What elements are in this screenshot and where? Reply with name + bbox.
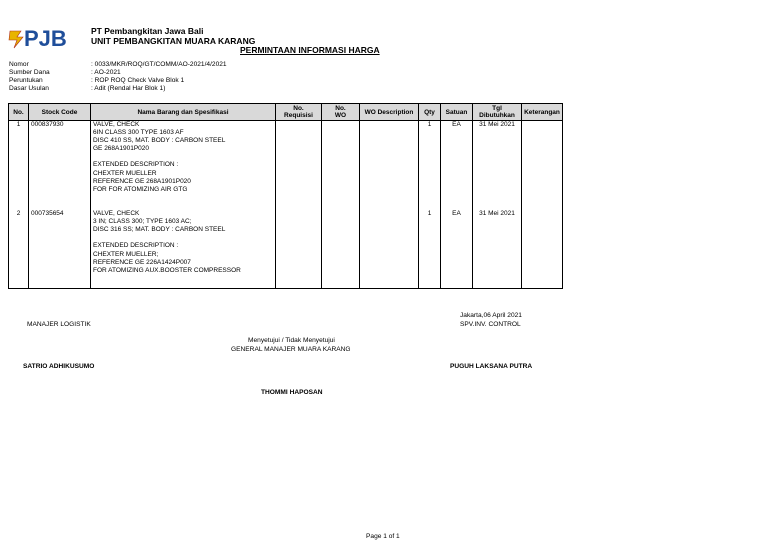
description-line: FOR FOR ATOMIZING AIR GTG	[93, 185, 188, 193]
logo-text: PJB	[24, 26, 67, 49]
description-line: EXTENDED DESCRIPTION :	[93, 242, 179, 250]
description-line: VALVE, CHECK	[93, 210, 140, 218]
cell-no-requisisi	[276, 210, 322, 275]
meta-row-sumber-dana	[9, 69, 227, 77]
company-name: PT Pembangkitan Jawa Bali	[91, 26, 204, 36]
cell-empty	[441, 275, 473, 289]
cell-no: 2	[9, 210, 29, 275]
meta-row-peruntukan	[9, 77, 227, 85]
cell-no-requisisi	[276, 121, 322, 211]
description-line	[93, 194, 273, 202]
cell-no-wo	[322, 210, 360, 275]
left-signer-name: SATRIO ADHIKUSUMO	[23, 363, 95, 370]
items-table	[8, 103, 563, 289]
cell-empty	[276, 275, 322, 289]
cell-keterangan	[522, 121, 563, 211]
col-nama-barang: Nama Barang dan Spesifikasi	[91, 104, 276, 121]
cell-empty	[29, 275, 91, 289]
cell-keterangan	[522, 210, 563, 275]
approval-label: Menyetujui / Tidak Menyetujui	[248, 337, 335, 344]
cell-stock-code: 000735654	[29, 210, 91, 275]
col-no-requisisi	[276, 104, 322, 121]
cell-wo-description	[360, 210, 419, 275]
left-signer-title: MANAJER LOGISTIK	[27, 321, 91, 328]
col-wo-description: WO Description	[360, 104, 419, 121]
cell-tgl: 31 Mei 2021	[473, 210, 522, 275]
description-line	[93, 153, 273, 161]
col-tgl-dibutuhkan	[473, 104, 522, 121]
meta-label: Sumber Dana	[9, 69, 50, 76]
description-line: FOR ATOMIZING AUX.BOOSTER COMPRESSOR	[93, 266, 241, 274]
cell-description	[91, 210, 276, 275]
description-line: REFERENCE GE 268A1901P020	[93, 177, 191, 185]
cell-satuan: EA	[441, 121, 473, 211]
meta-label: Nomor	[9, 61, 29, 68]
col-no-wo	[322, 104, 360, 121]
col-label: Requisisi	[284, 112, 313, 119]
description-line: CHEXTER MUELLER;	[93, 250, 159, 258]
col-stock-code: Stock Code	[29, 104, 91, 121]
approval-title: GENERAL MANAJER MUARA KARANG	[231, 346, 351, 353]
cell-description	[91, 121, 276, 211]
col-label: WO	[334, 112, 347, 119]
company-unit: UNIT PEMBANGKITAN MUARA KARANG	[91, 36, 256, 46]
table-end-row	[9, 275, 563, 289]
meta-row-nomor	[9, 61, 227, 69]
meta-value: : 0033/MKR/ROQ/GT/COMM/AO-2021/4/2021	[91, 61, 227, 68]
cell-no-wo	[322, 121, 360, 211]
cell-satuan: EA	[441, 210, 473, 275]
cell-empty	[419, 275, 441, 289]
cell-qty: 1	[419, 210, 441, 275]
meta-value: : Adit (Rendal Har Blok 1)	[91, 85, 166, 92]
description-line: CHEXTER MUELLER	[93, 169, 157, 177]
cell-no: 1	[9, 121, 29, 211]
page-number: Page 1 of 1	[366, 533, 400, 540]
approval-signer-name: THOMMI HAPOSAN	[261, 389, 323, 396]
description-line: DISC 316 SS; MAT. BODY : CARBON STEEL	[93, 226, 226, 234]
meta-label: Peruntukan	[9, 77, 43, 84]
right-signer-title: SPV.INV. CONTROL	[460, 321, 521, 328]
description-line	[93, 234, 273, 242]
col-label: No.	[293, 105, 304, 112]
meta-label: Dasar Usulan	[9, 85, 49, 92]
cell-qty: 1	[419, 121, 441, 211]
place-date: Jakarta,06 April 2021	[460, 312, 522, 319]
table-header-row	[9, 104, 563, 121]
col-label: No.	[335, 105, 346, 112]
cell-empty	[9, 275, 29, 289]
col-label: Dibutuhkan	[479, 112, 515, 119]
description-spacer	[93, 202, 273, 210]
description-line: DISC 410 SS, MAT. BODY : CARBON STEEL	[93, 137, 226, 145]
description-line: GE 268A1901P020	[93, 145, 150, 153]
company-logo	[7, 25, 72, 49]
meta-row-dasar-usulan	[9, 85, 227, 93]
document-meta	[9, 61, 227, 93]
col-qty: Qty	[419, 104, 441, 121]
cell-empty	[473, 275, 522, 289]
description-line: REFERENCE GE 226A1424P007	[93, 258, 191, 266]
description-line: VALVE, CHECK	[93, 121, 140, 128]
cell-empty	[91, 275, 276, 289]
cell-empty	[322, 275, 360, 289]
col-keterangan: Keterangan	[522, 104, 563, 121]
table-row	[9, 121, 563, 211]
cell-tgl: 31 Mei 2021	[473, 121, 522, 211]
col-satuan: Satuan	[441, 104, 473, 121]
meta-value: : AO-2021	[91, 69, 121, 76]
right-signer-name: PUGUH LAKSANA PUTRA	[450, 363, 533, 370]
meta-value: : ROP ROQ Check Valve Blok 1	[91, 77, 185, 84]
table-row	[9, 210, 563, 275]
description-line: 6IN CLASS 300 TYPE 1603 AF	[93, 129, 184, 137]
cell-stock-code: 000837930	[29, 121, 91, 211]
col-label: Tgl	[492, 105, 502, 112]
cell-wo-description	[360, 121, 419, 211]
cell-empty	[360, 275, 419, 289]
document-title: PERMINTAAN INFORMASI HARGA	[240, 45, 380, 55]
description-line: EXTENDED DESCRIPTION :	[93, 161, 179, 169]
cell-empty	[522, 275, 563, 289]
col-no: No.	[9, 104, 29, 121]
description-line: 3 IN; CLASS 300; TYPE 1603 AC;	[93, 218, 192, 226]
